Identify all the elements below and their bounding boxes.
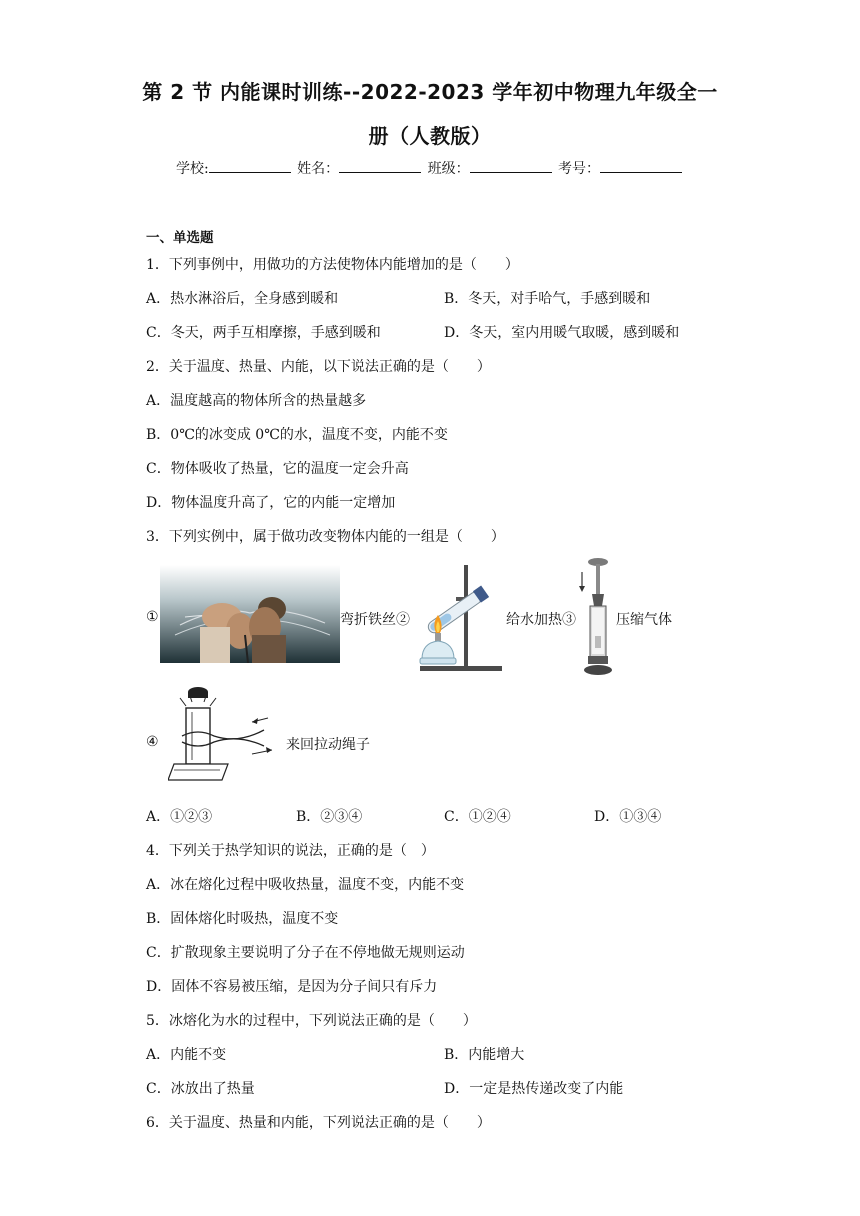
question-1-option-c: C．冬天，两手互相摩擦，手感到暖和 xyxy=(146,325,381,341)
compressing-gas-apparatus-figure xyxy=(578,556,618,678)
question-2-stem: 2．关于温度、热量、内能，以下说法正确的是（ ） xyxy=(146,359,491,375)
question-4-option-d: D．固体不容易被压缩，是因为分子间只有斥力 xyxy=(146,979,438,995)
bending-wire-photo xyxy=(160,565,340,663)
figure-4-number: ④ xyxy=(146,734,159,750)
question-1-option-d: D．冬天，室内用暖气取暖，感到暖和 xyxy=(444,325,680,341)
page-title-line2: 册（人教版） xyxy=(368,124,492,148)
exam-no-blank[interactable] xyxy=(600,160,682,173)
question-2-option-c: C．物体吸收了热量，它的温度一定会升高 xyxy=(146,461,409,477)
pulling-rope-figure xyxy=(168,684,286,784)
figure-1-number: ① xyxy=(146,609,159,625)
question-4-stem: 4．下列关于热学知识的说法，正确的是（ ） xyxy=(146,843,435,859)
question-3-stem: 3．下列实例中，属于做功改变物体内能的一组是（ ） xyxy=(146,529,505,545)
class-blank[interactable] xyxy=(470,160,552,173)
page-title-line1: 第 2 节 内能课时训练--2022-2023 学年初中物理九年级全一 xyxy=(142,80,718,104)
question-3-option-b: B．②③④ xyxy=(296,809,363,825)
figure-1-caption: 弯折铁丝② xyxy=(340,612,410,628)
exam-no-label: 考号： xyxy=(558,161,601,177)
school-blank[interactable] xyxy=(209,160,291,173)
name-label: 姓名： xyxy=(297,161,340,177)
question-1-stem: 1．下列事例中，用做功的方法使物体内能增加的是（ ） xyxy=(146,257,519,273)
question-4-option-c: C．扩散现象主要说明了分子在不停地做无规则运动 xyxy=(146,945,465,961)
section-title: 一、单选题 xyxy=(146,230,214,246)
question-3-option-d: D．①③④ xyxy=(594,809,662,825)
question-2-option-d: D．物体温度升高了，它的内能一定增加 xyxy=(146,495,396,511)
question-5-option-d: D．一定是热传递改变了内能 xyxy=(444,1081,624,1097)
question-2-option-b: B．0℃的冰变成 0℃的水，温度不变，内能不变 xyxy=(146,427,448,443)
name-blank[interactable] xyxy=(339,160,421,173)
question-5-option-b: B．内能增大 xyxy=(444,1047,525,1063)
question-1-option-b: B．冬天，对手哈气，手感到暖和 xyxy=(444,291,651,307)
figure-3-caption: 压缩气体 xyxy=(616,612,672,628)
question-4-option-a: A．冰在熔化过程中吸收热量，温度不变，内能不变 xyxy=(146,877,465,893)
question-6-stem: 6．关于温度、热量和内能，下列说法正确的是（ ） xyxy=(146,1115,491,1131)
figure-4-caption: 来回拉动绳子 xyxy=(286,737,370,753)
question-5-option-a: A．内能不变 xyxy=(146,1047,227,1063)
question-3-option-c: C．①②④ xyxy=(444,809,511,825)
school-label: 学校: xyxy=(175,161,209,177)
question-2-option-a: A．温度越高的物体所含的热量越多 xyxy=(146,393,367,409)
figure-2-caption: 给水加热③ xyxy=(506,612,576,628)
question-5-stem: 5．冰熔化为水的过程中，下列说法正确的是（ ） xyxy=(146,1013,477,1029)
class-label: 班级： xyxy=(427,161,470,177)
question-3-option-a: A．①②③ xyxy=(146,809,213,825)
question-5-option-c: C．冰放出了热量 xyxy=(146,1081,255,1097)
question-4-option-b: B．固体熔化时吸热，温度不变 xyxy=(146,911,339,927)
heating-water-apparatus-figure xyxy=(414,563,508,673)
question-1-option-a: A．热水淋浴后，全身感到暖和 xyxy=(146,291,339,307)
student-info-line xyxy=(0,158,860,178)
